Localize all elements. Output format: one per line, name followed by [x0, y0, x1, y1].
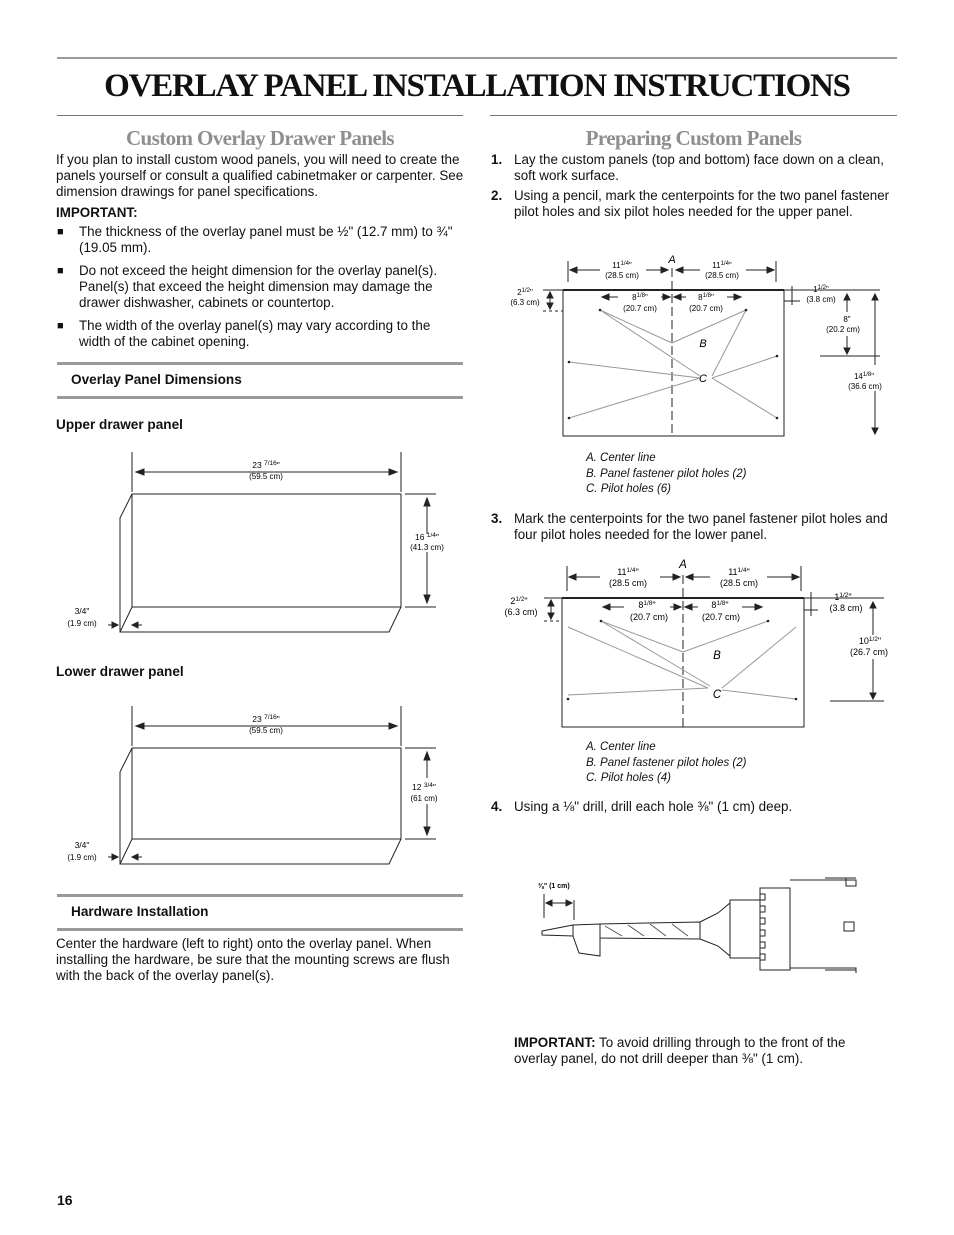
- hardware-text: Center the hardware (left to right) onto the overlay panel. When installing the hardware, be sure that the mounting screws are flush with the back of the overlay panel(s).: [56, 936, 450, 983]
- important-label: IMPORTANT:: [56, 205, 138, 220]
- upper-panel-diagram: [60, 448, 460, 638]
- lower-width-label: 23 $^{7/16}$": [252, 714, 280, 724]
- bullet-marker: ■: [57, 265, 64, 277]
- dim-low-cm: (36.6 cm): [848, 382, 882, 391]
- right-column-rule: [490, 115, 897, 116]
- bullet-marker: ■: [57, 226, 64, 238]
- upper-pilot-holes-diagram: [500, 250, 900, 445]
- hardware-installation-bar: [57, 894, 463, 931]
- fastener-hole-label: B: [699, 338, 707, 350]
- lower-drawer-label: Lower drawer panel: [56, 664, 184, 679]
- upper-height-label: 16 $^{1/4}$": [415, 532, 439, 542]
- overlay-dimensions-bar: [57, 362, 463, 399]
- legend-item: B. Panel fastener pilot holes (2): [586, 467, 747, 480]
- lower-depth-cm: (1.9 cm): [67, 853, 97, 862]
- dim-mid-cm: (20.2 cm): [826, 325, 860, 334]
- pilot-hole-label: C: [699, 373, 707, 385]
- bullet-item: The thickness of the overlay panel must be ½" (12.7 mm) to ¾" (19.05 mm).: [79, 224, 453, 255]
- legend-item: C. Pilot holes (4): [586, 772, 672, 784]
- lower-panel-diagram: [60, 702, 460, 872]
- left-section-heading: Custom Overlay Drawer Panels: [125, 126, 394, 150]
- center-line-label: A: [679, 559, 687, 571]
- step-number: 1.: [491, 152, 503, 167]
- dim-low-cm: (26.7 cm): [849, 647, 889, 657]
- important-note: [514, 1035, 890, 1067]
- legend-upper: [586, 451, 746, 498]
- lower-depth-label: 3/4": [74, 840, 90, 850]
- dim-side-cm: (3.8 cm): [829, 603, 863, 613]
- dim-half-left: $11^{1/4}$": [612, 261, 632, 270]
- dim-inner-right-cm: (20.7 cm): [701, 612, 741, 622]
- dim-inner-right: $8^{1/8}$": [698, 293, 714, 302]
- step-number: 4.: [491, 799, 503, 814]
- dim-top: $2^{1/2}$": [517, 288, 533, 297]
- dim-inner-right-cm: (20.7 cm): [689, 304, 723, 313]
- lower-height-cm: (61 cm): [410, 794, 438, 803]
- important-note-text: To avoid drilling through to the front of the overlay panel, do not drill deeper than ⅜" (1 cm).: [514, 1035, 846, 1066]
- dim-half-left-cm: (28.5 cm): [605, 271, 639, 280]
- lower-height-label: 12 $^{3/4}$": [412, 782, 436, 792]
- step-text: Lay the custom panels (top and bottom) face down on a clean, soft work surface.: [514, 152, 884, 183]
- dim-half-right: $11^{1/4}$": [712, 261, 732, 270]
- upper-width-cm: (59.5 cm): [249, 472, 283, 481]
- legend-item: C. Pilot holes (6): [586, 483, 672, 495]
- overlay-dimensions-heading: Overlay Panel Dimensions: [71, 372, 242, 387]
- fastener-hole-label: B: [713, 650, 721, 662]
- dim-inner-left-cm: (20.7 cm): [629, 612, 669, 622]
- upper-depth-cm: (1.9 cm): [67, 619, 97, 628]
- drill-diagram: [530, 870, 870, 975]
- bullet-item: Do not exceed the height dimension for the overlay panel(s). Panel(s) that exceed the height dimension may damage the drawer dishwasher, cabinets or countertop.: [79, 263, 438, 310]
- step-text: Using a pencil, mark the centerpoints for the two panel fastener pilot holes and six pilot holes needed for the upper panel.: [514, 188, 890, 219]
- top-rule: [57, 57, 897, 59]
- upper-width-label: 23 $^{7/16}$": [252, 460, 280, 470]
- page-number: 16: [57, 1192, 73, 1208]
- dim-inner-left: $8^{1/8}$": [632, 293, 648, 302]
- step-text: Mark the centerpoints for the two panel fastener pilot holes and four pilot holes needed for the lower panel.: [514, 511, 888, 542]
- dim-half-right: $11^{1/4}$": [728, 567, 750, 577]
- dim-half-right-cm: (28.5 cm): [705, 271, 739, 280]
- left-column-rule: [57, 115, 463, 116]
- dim-half-left: $11^{1/4}$": [617, 567, 639, 577]
- step-number: 2.: [491, 188, 503, 203]
- bullet-item: The width of the overlay panel(s) may vary according to the width of the cabinet opening.: [79, 318, 431, 349]
- important-note-label: IMPORTANT:: [514, 1035, 596, 1050]
- upper-depth-label: 3/4": [74, 606, 90, 616]
- dim-half-right-cm: (28.5 cm): [719, 578, 759, 588]
- legend-item: B. Panel fastener pilot holes (2): [586, 756, 747, 769]
- upper-height-cm: (41.3 cm): [410, 543, 444, 552]
- drill-depth-label: ⅜" (1 cm): [538, 883, 570, 890]
- dim-inner-left-cm: (20.7 cm): [623, 304, 657, 313]
- lower-width-cm: (59.5 cm): [249, 726, 283, 735]
- legend-lower: [586, 740, 746, 787]
- bullet-marker: ■: [57, 320, 64, 332]
- dim-mid: 8": [843, 315, 851, 324]
- dim-side: $1^{1/2}$": [813, 285, 829, 294]
- legend-item: A. Center line: [586, 741, 656, 753]
- dim-inner-right: $8^{1/8}$": [711, 600, 729, 610]
- dim-side-cm: (3.8 cm): [806, 295, 836, 304]
- legend-item: A. Center line: [586, 452, 656, 464]
- upper-drawer-label: Upper drawer panel: [56, 417, 183, 432]
- lower-pilot-holes-diagram: [500, 555, 900, 735]
- dim-side: $1^{1/2}$": [834, 592, 852, 602]
- dim-top: $2^{1/2}$": [510, 596, 528, 606]
- dim-half-left-cm: (28.5 cm): [608, 578, 648, 588]
- center-line-label: A: [668, 254, 676, 266]
- dim-inner-left: $8^{1/8}$": [638, 600, 656, 610]
- dim-low: $14^{1/8}$": [853, 372, 875, 381]
- left-intro: If you plan to install custom wood panels, you will need to create the panels yourself or consult a qualified cabinetmaker or carpenter. See dimension drawings for panel specifications.: [56, 152, 464, 199]
- right-section-heading: Preparing Custom Panels: [585, 126, 802, 150]
- dim-top-cm: (6.3 cm): [504, 607, 538, 617]
- page-title: OVERLAY PANEL INSTALLATION INSTRUCTIONS: [104, 68, 850, 104]
- dim-top-cm: (6.3 cm): [510, 298, 540, 307]
- step-text: Using a ⅛" drill, drill each hole ⅜" (1 cm) deep.: [514, 799, 793, 814]
- pilot-hole-label: C: [712, 689, 722, 701]
- hardware-installation-heading: Hardware Installation: [71, 904, 209, 919]
- dim-low: $10^{1/2}$": [858, 636, 882, 646]
- step-number: 3.: [491, 511, 503, 526]
